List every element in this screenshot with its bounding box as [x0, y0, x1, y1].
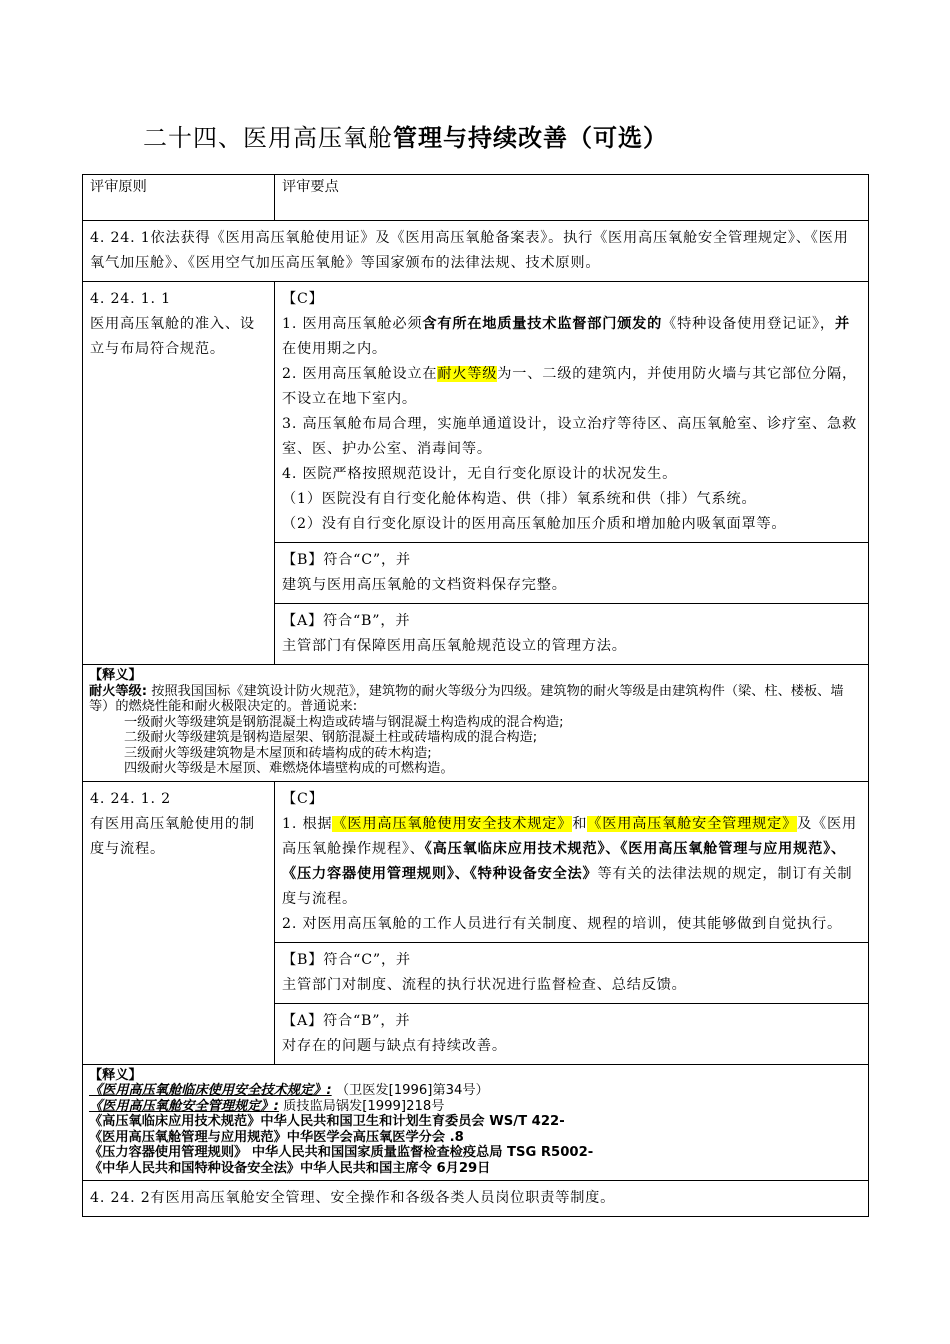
item-1-c3: 3. 高压氧舱布局合理，实施单通道设计，设立治疗等待区、高压氧舱室、诊疗室、急救室、医、护办公室、消毒间等。: [282, 416, 857, 457]
table-row: [83, 665, 869, 782]
item-1-b-label: 【B】符合“C”，并: [282, 552, 411, 568]
note-2-title: 【释义】: [89, 1067, 142, 1083]
page-title: [143, 118, 668, 153]
table-row: [83, 1064, 869, 1181]
review-table: [82, 174, 869, 1217]
item-1-c1: 1. 医用高压氧舱必须含有所在地质量技术监督部门颁发的《特种设备使用登记证》，并在使用期之内。: [282, 316, 850, 357]
table-row: [83, 282, 869, 543]
item-1-a-cell: [275, 604, 869, 665]
note-2-ref-2: 《医用高压氧舱安全管理规定》: 质技监局锅发[1999]218号: [89, 1098, 445, 1114]
header-key-points: 评审要点: [275, 175, 869, 221]
table-row: [83, 1181, 869, 1217]
item-1-desc: 医用高压氧舱的准入、设立与布局符合规范。: [90, 316, 255, 357]
item-1-c4-2: （2）没有自行变化原设计的医用高压氧舱加压介质和增加舱内吸氧面罩等。: [282, 516, 787, 532]
item-2-a-cell: [275, 1003, 869, 1064]
principle-24-1: 4. 24. 1依法获得《医用高压氧舱使用证》及《医用高压氧舱备案表》。执行《医用高压氧舱安全管理规定》、《医用氧气加压舱》、《医用空气加压高压氧舱》等国家颁布的法律法规、技术原则。: [83, 221, 869, 282]
item-1-c2: 2. 医用高压氧舱设立在耐火等级为一、二级的建筑内，并使用防火墙与其它部位分隔，不设立在地下室内。: [282, 366, 857, 407]
item-1-c4-1: （1）医院没有自行变化舱体构造、供（排）氧系统和供（排）气系统。: [282, 491, 757, 507]
table-row: [83, 221, 869, 282]
note-2-ref-6: 《中华人民共和国特种设备安全法》中华人民共和国主席令 6月29日: [89, 1160, 491, 1176]
note-2-ref-5: 《压力容器使用管理规则》 中华人民共和国国家质量监督检查检疫总局 TSG R5002-: [89, 1145, 594, 1160]
note-1: [83, 665, 869, 782]
note-1-line-3: 三级耐火等级建筑物是木屋顶和砖墙构成的砖木构造;: [124, 745, 432, 761]
item-2-b1: 主管部门对制度、流程的执行状况进行监督检查、总结反馈。: [282, 976, 687, 993]
item-1-a1: 主管部门有保障医用高压氧舱规范设立的管理方法。: [282, 638, 627, 654]
item-1-b-cell: [275, 543, 869, 604]
item-1-b1: 建筑与医用高压氧舱的文档资料保存完整。: [282, 577, 567, 593]
item-2-c-label: 【C】: [282, 790, 324, 807]
note-1-title: 【释义】: [89, 668, 142, 683]
note-2-ref-4: 《医用高压氧舱管理与应用规范》中华医学会高压氧医学分会 .8: [89, 1129, 464, 1145]
item-1-cell: [83, 282, 275, 665]
item-2-a-label: 【A】符合“B”，并: [282, 1012, 411, 1029]
item-1-a-label: 【A】符合“B”，并: [282, 613, 411, 629]
item-2-code: 4. 24. 1. 2: [90, 790, 171, 807]
item-2-desc: 有医用高压氧舱使用的制度与流程。: [90, 815, 255, 857]
item-2-cell: [83, 781, 275, 1064]
item-2-b-cell: [275, 942, 869, 1003]
note-1-line-4: 四级耐火等级是木屋顶、难燃烧体墙壁构成的可燃构造。: [124, 761, 454, 776]
item-1-c4: 4. 医院严格按照规范设计，无自行变化原设计的状况发生。: [282, 466, 678, 482]
item-1-c-cell: [275, 282, 869, 543]
header-principle: 评审原则: [83, 175, 275, 221]
item-2-b-label: 【B】符合“C”，并: [282, 951, 411, 968]
note-2-ref-3: 《高压氧临床应用技术规范》中华人民共和国卫生和计划生育委员会 WS/T 422-: [89, 1114, 565, 1129]
page-title-prefix: 二十四、医用高压氧舱: [143, 124, 393, 152]
note-1-body: 耐火等级: 按照我国国标《建筑设计防火规范》，建筑物的耐火等级分为四级。建筑物的耐火等级是由建筑构件（梁、柱、楼板、墙等）的燃烧性能和耐火极限决定的。普通说来:: [89, 683, 844, 714]
item-1-code: 4. 24. 1. 1: [90, 291, 171, 307]
item-2-c2: 2. 对医用高压氧舱的工作人员进行有关制度、规程的培训，使其能够做到自觉执行。: [282, 915, 842, 932]
table-row: [83, 781, 869, 942]
principle-24-2: 4. 24. 2有医用高压氧舱安全管理、安全操作和各级各类人员岗位职责等制度。: [83, 1181, 869, 1217]
page-title-suffix: 管理与持续改善（可选）: [393, 124, 668, 152]
note-2: [83, 1064, 869, 1181]
note-1-line-2: 二级耐火等级建筑是钢构造屋架、钢筋混凝土柱或砖墙构成的混合构造;: [124, 730, 538, 745]
note-2-ref-1: 《医用高压氧舱临床使用安全技术规定》: （卫医发[1996]第34号）: [89, 1083, 489, 1098]
item-2-a1: 对存在的问题与缺点有持续改善。: [282, 1037, 507, 1054]
item-2-c-cell: [275, 781, 869, 942]
table-header-row: [83, 175, 869, 221]
item-2-c1: 1. 根据《医用高压氧舱使用安全技术规定》和《医用高压氧舱安全管理规定》及《医用高压氧舱操作规程》、《高压氧临床应用技术规范》、《医用高压氧舱管理与应用规范》、《压力容器使用管理规则》、《特种设备安全法》等有关的法律法规的规定，制订有关制度与流程。: [282, 815, 858, 907]
note-1-line-1: 一级耐火等级建筑是钢筋混凝土构造或砖墙与钢混凝土构造构成的混合构造;: [124, 714, 564, 730]
item-1-c-label: 【C】: [282, 291, 324, 307]
